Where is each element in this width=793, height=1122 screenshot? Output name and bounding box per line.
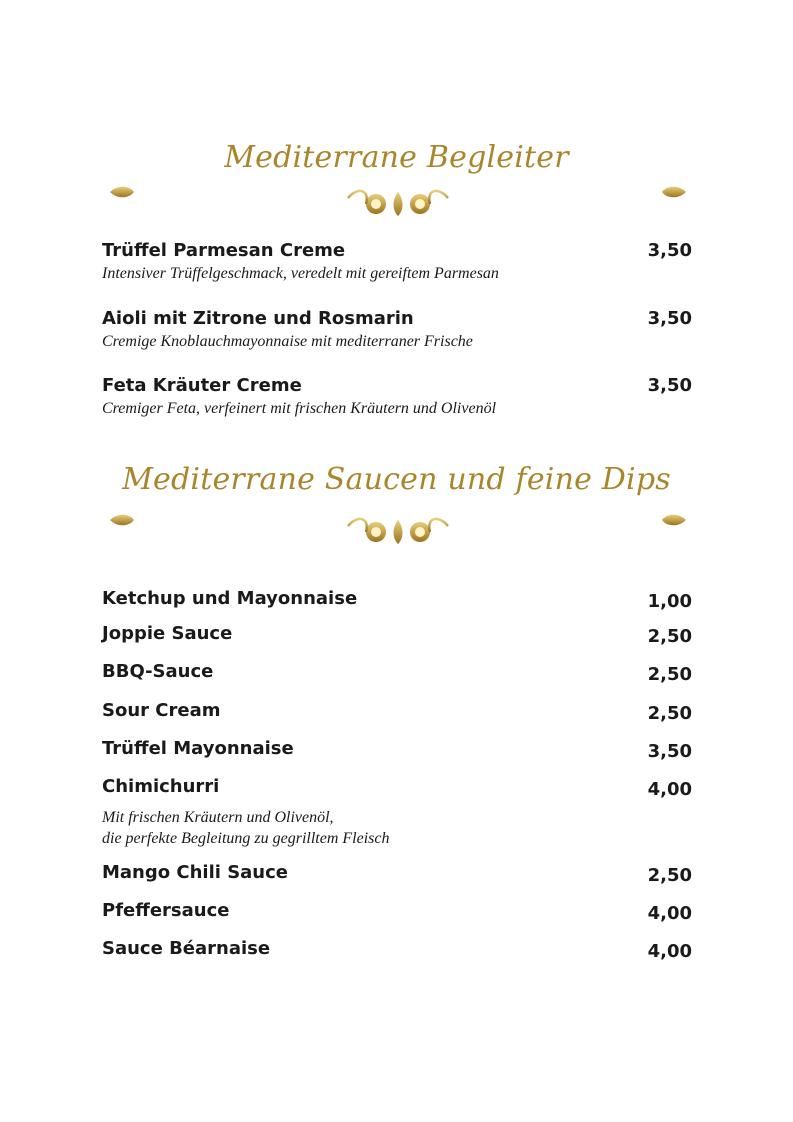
menu-item (102, 738, 692, 762)
item-price: 2,50 (647, 626, 692, 647)
section-title-saucen: Mediterrane Saucen und feine Dips (122, 462, 671, 497)
item-description: Cremiger Feta, verfeinert mit frischen Kräutern und Olivenöl (102, 400, 497, 417)
item-price: 4,00 (647, 941, 692, 962)
item-price: 3,50 (647, 240, 692, 261)
item-price: 3,50 (647, 308, 692, 329)
item-price: 1,00 (647, 591, 692, 612)
item-name: Sour Cream (102, 700, 221, 721)
item-description (102, 807, 692, 849)
item-name: Sauce Béarnaise (102, 938, 271, 959)
item-name: Chimichurri (102, 776, 220, 797)
item-name: Joppie Sauce (102, 623, 233, 644)
menu-item (102, 938, 692, 962)
item-price: 4,00 (647, 779, 692, 800)
item-price: 3,50 (647, 741, 692, 762)
item-price: 3,50 (647, 375, 692, 396)
item-name: Aioli mit Zitrone und Rosmarin (102, 308, 414, 329)
item-price: 4,00 (647, 903, 692, 924)
item-price: 2,50 (647, 865, 692, 886)
menu-item (102, 240, 692, 284)
item-price: 2,50 (647, 664, 692, 685)
menu-item (102, 308, 692, 352)
item-name: Mango Chili Sauce (102, 862, 288, 883)
item-name: Feta Kräuter Creme (102, 375, 302, 396)
gold-flourish-divider-icon (108, 180, 688, 220)
item-name: Ketchup und Mayonnaise (102, 588, 358, 609)
menu-item (102, 661, 692, 685)
item-description: Intensiver Trüffelgeschmack, veredelt mit gereiftem Parmesan (102, 265, 499, 282)
gold-flourish-divider-icon (108, 510, 688, 550)
item-name: BBQ-Sauce (102, 661, 214, 682)
menu-item (102, 776, 692, 849)
item-name: Trüffel Mayonnaise (102, 738, 294, 759)
item-description-line: Mit frischen Kräutern und Olivenöl, (102, 809, 334, 826)
section-title-begleiter: Mediterrane Begleiter (224, 140, 569, 175)
menu-item (102, 623, 692, 647)
menu-item (102, 862, 692, 886)
item-name: Pfeffersauce (102, 900, 230, 921)
item-description: Cremige Knoblauchmayonnaise mit mediterraner Frische (102, 333, 473, 350)
menu-item (102, 375, 692, 419)
menu-item (102, 588, 692, 612)
menu-item (102, 900, 692, 924)
item-price: 2,50 (647, 703, 692, 724)
menu-item (102, 700, 692, 724)
item-name: Trüffel Parmesan Creme (102, 240, 346, 261)
item-description-line: die perfekte Begleitung zu gegrilltem Fleisch (102, 830, 390, 847)
